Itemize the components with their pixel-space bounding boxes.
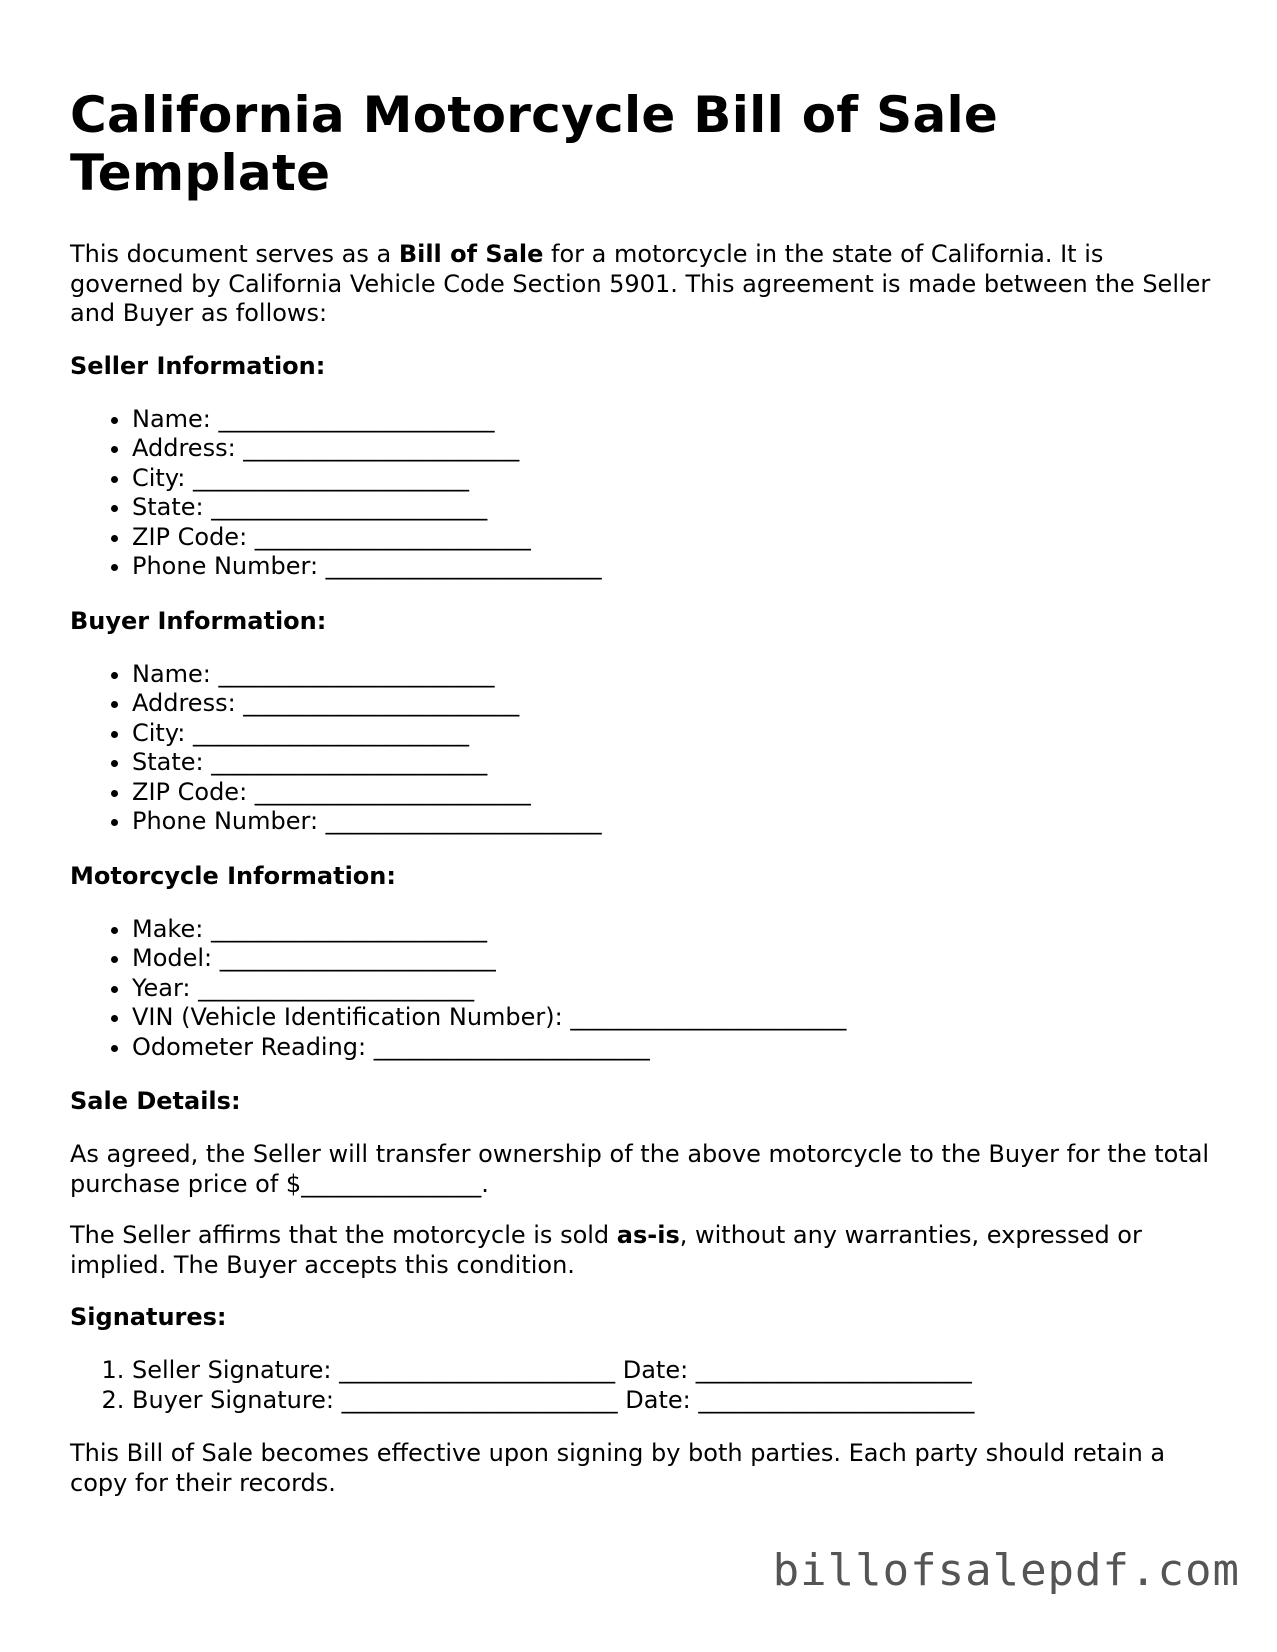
seller-state-field: • State: _______________________ (132, 493, 1220, 523)
as-is-text-after: , without any warranties, expressed or implied. The Buyer accepts this condition. (70, 1221, 1142, 1279)
motorcycle-fields-list (70, 915, 1220, 1063)
document-page (70, 86, 1220, 1520)
intro-text-before: This document serves as a (70, 240, 399, 268)
as-is-paragraph (70, 1221, 1220, 1280)
motorcycle-year-field: • Year: _______________________ (132, 974, 1220, 1004)
seller-address-field: • Address: _______________________ (132, 434, 1220, 464)
seller-signature-line: 1. Seller Signature: _______________________ Date: _______________________ (132, 1356, 1220, 1386)
buyer-zip-field: • ZIP Code: _______________________ (132, 778, 1220, 808)
watermark: billofsalepdf.com (772, 1545, 1240, 1596)
motorcycle-model-field: • Model: _______________________ (132, 944, 1220, 974)
intro-bold-term: Bill of Sale (398, 240, 544, 268)
as-is-text-before: The Seller affirms that the motorcycle is sold (70, 1221, 617, 1249)
seller-name-field: • Name: _______________________ (132, 405, 1220, 435)
buyer-phone-field: • Phone Number: _______________________ (132, 807, 1220, 837)
closing-paragraph: This Bill of Sale becomes effective upon signing by both parties. Each party should retain a copy for their records. (70, 1439, 1166, 1497)
motorcycle-make-field: • Make: _______________________ (132, 915, 1220, 945)
buyer-address-field: • Address: _______________________ (132, 689, 1220, 719)
as-is-bold-term: as-is (616, 1221, 680, 1249)
intro-paragraph (70, 240, 1220, 329)
buyer-heading: Buyer Information: (70, 606, 327, 635)
intro-text-after: for a motorcycle in the state of California. It is governed by California Vehicle Code Section 5901. This agreement is made between the Seller and Buyer as follows: (70, 240, 1211, 327)
buyer-city-field: • City: _______________________ (132, 719, 1220, 749)
sale-heading: Sale Details: (70, 1087, 241, 1115)
buyer-signature-line: 2. Buyer Signature: _______________________ Date: _______________________ (132, 1386, 1220, 1416)
buyer-state-field: • State: _______________________ (132, 748, 1220, 778)
motorcycle-odometer-field: • Odometer Reading: _______________________ (132, 1033, 1220, 1063)
motorcycle-vin-field: • VIN (Vehicle Identification Number): _______________________ (132, 1003, 1220, 1033)
sale-price-paragraph: As agreed, the Seller will transfer ownership of the above motorcycle to the Buyer for the total purchase price of $_______________. (70, 1140, 1210, 1198)
seller-phone-field: • Phone Number: _______________________ (132, 552, 1220, 582)
signatures-list (70, 1356, 1220, 1415)
buyer-name-field: • Name: _______________________ (132, 660, 1220, 690)
seller-heading: Seller Information: (70, 351, 326, 380)
page-title: California Motorcycle Bill of Sale Template (70, 86, 999, 202)
seller-city-field: • City: _______________________ (132, 464, 1220, 494)
seller-zip-field: • ZIP Code: _______________________ (132, 523, 1220, 553)
buyer-fields-list (70, 660, 1220, 837)
motorcycle-heading: Motorcycle Information: (70, 861, 396, 890)
seller-fields-list (70, 405, 1220, 582)
signatures-heading: Signatures: (70, 1303, 227, 1331)
